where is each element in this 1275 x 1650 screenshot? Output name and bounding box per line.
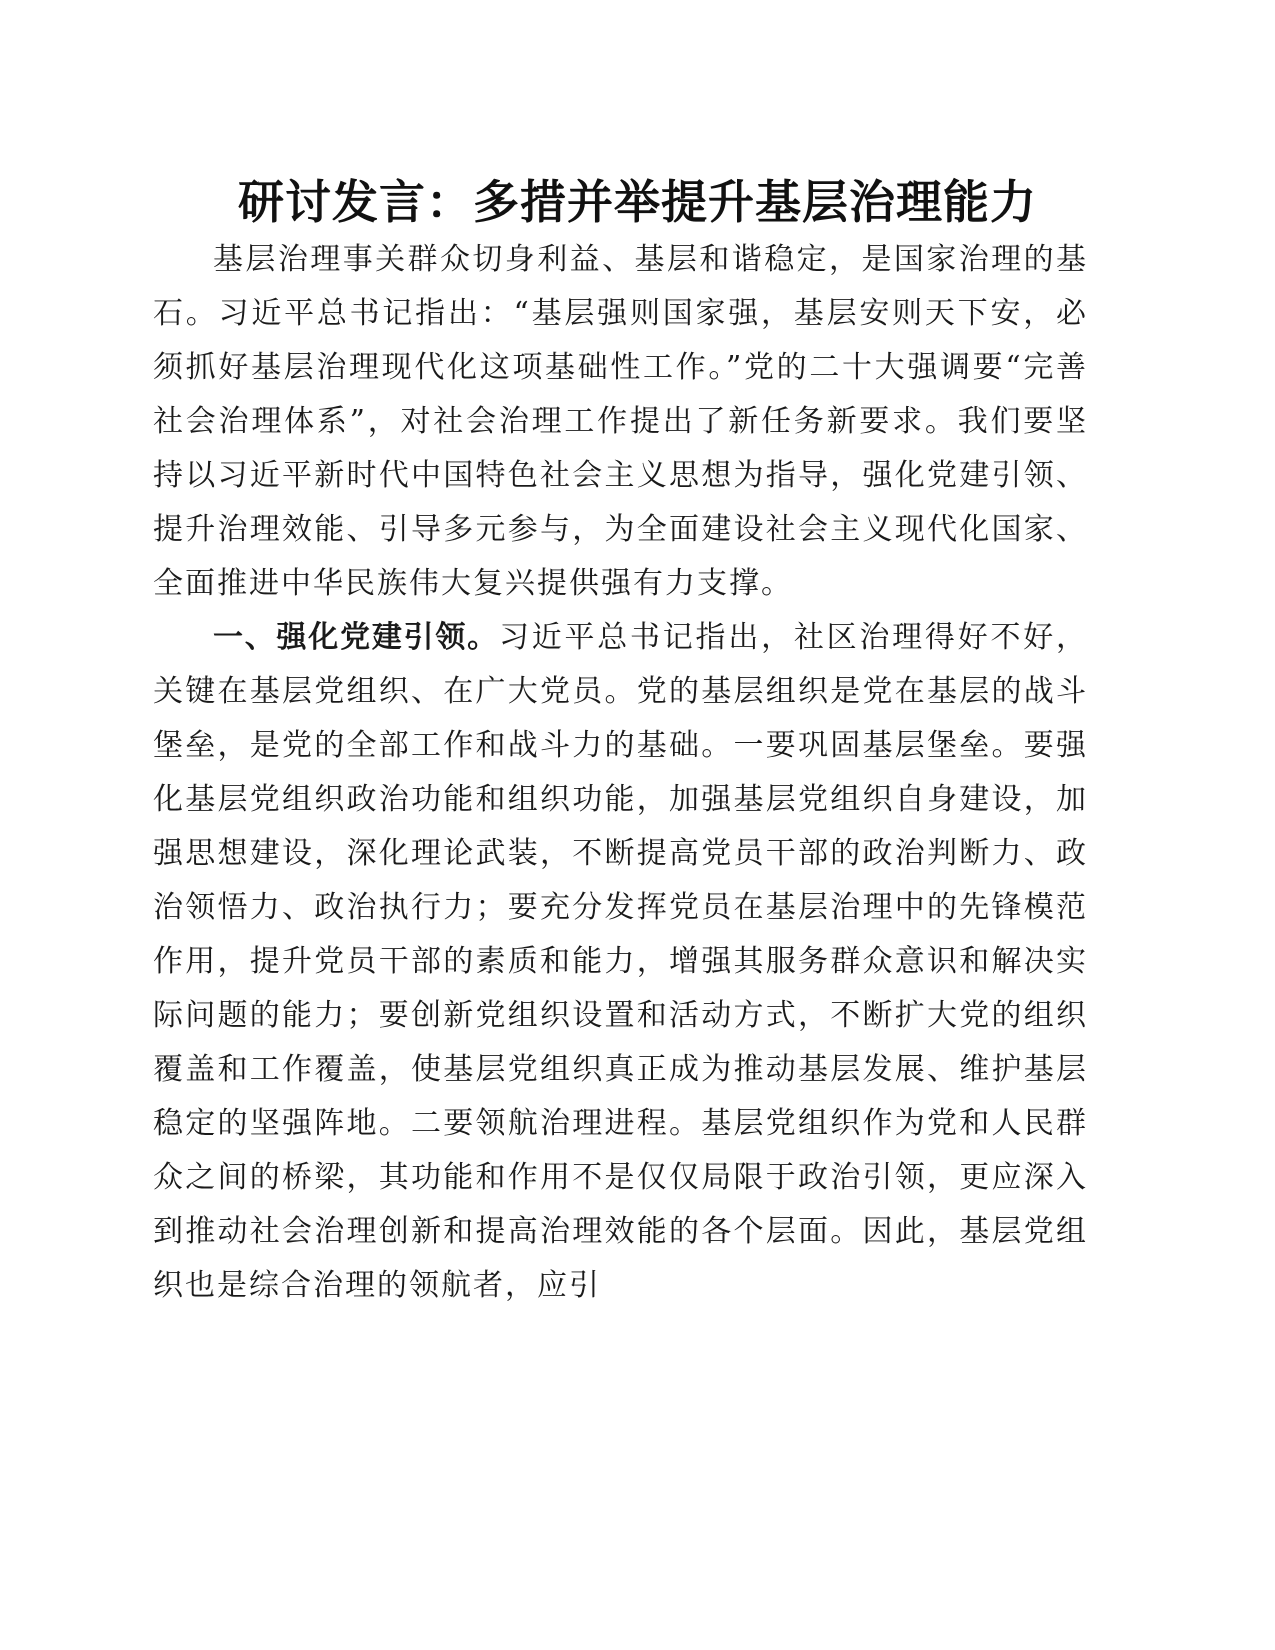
intro-paragraph: 基层治理事关群众切身利益、基层和谐稳定，是国家治理的基石。习近平总书记指出：“基层强则国家强，基层安则天下安，必须抓好基层治理现代化这项基础性工作。”党的二十大强调要“完善社会治理体系”，对社会治理工作提出了新任务新要求。我们要坚持以习近平新时代中国特色社会主义思想为指导，强化党建引领、提升治理效能、引导多元参与，为全面建设社会主义现代化国家、全面推进中华民族伟大复兴提供强有力支撑。: [153, 242, 1088, 601]
section-1-heading: 一、强化党建引领。: [213, 620, 499, 655]
document-body: [153, 233, 1088, 1313]
document-title: 研讨发言：多措并举提升基层治理能力: [238, 175, 1037, 229]
section-1-paragraph: [153, 611, 1088, 1313]
section-1-text: 习近平总书记指出，社区治理得好不好，关键在基层党组织、在广大党员。党的基层组织是党在基层的战斗堡垒，是党的全部工作和战斗力的基础。一要巩固基层堡垒。要强化基层党组织政治功能和组织功能，加强基层党组织自身建设，加强思想建设，深化理论武装，不断提高党员干部的政治判断力、政治领悟力、政治执行力；要充分发挥党员在基层治理中的先锋模范作用，提升党员干部的素质和能力，增强其服务群众意识和解决实际问题的能力；要创新党组织设置和活动方式，不断扩大党的组织覆盖和工作覆盖，使基层党组织真正成为推动基层发展、维护基层稳定的坚强阵地。二要领航治理进程。基层党组织作为党和人民群众之间的桥梁，其功能和作用不是仅仅局限于政治引领，更应深入到推动社会治理创新和提高治理效能的各个层面。因此，基层党组织也是综合治理的领航者，应引: [153, 620, 1089, 1303]
